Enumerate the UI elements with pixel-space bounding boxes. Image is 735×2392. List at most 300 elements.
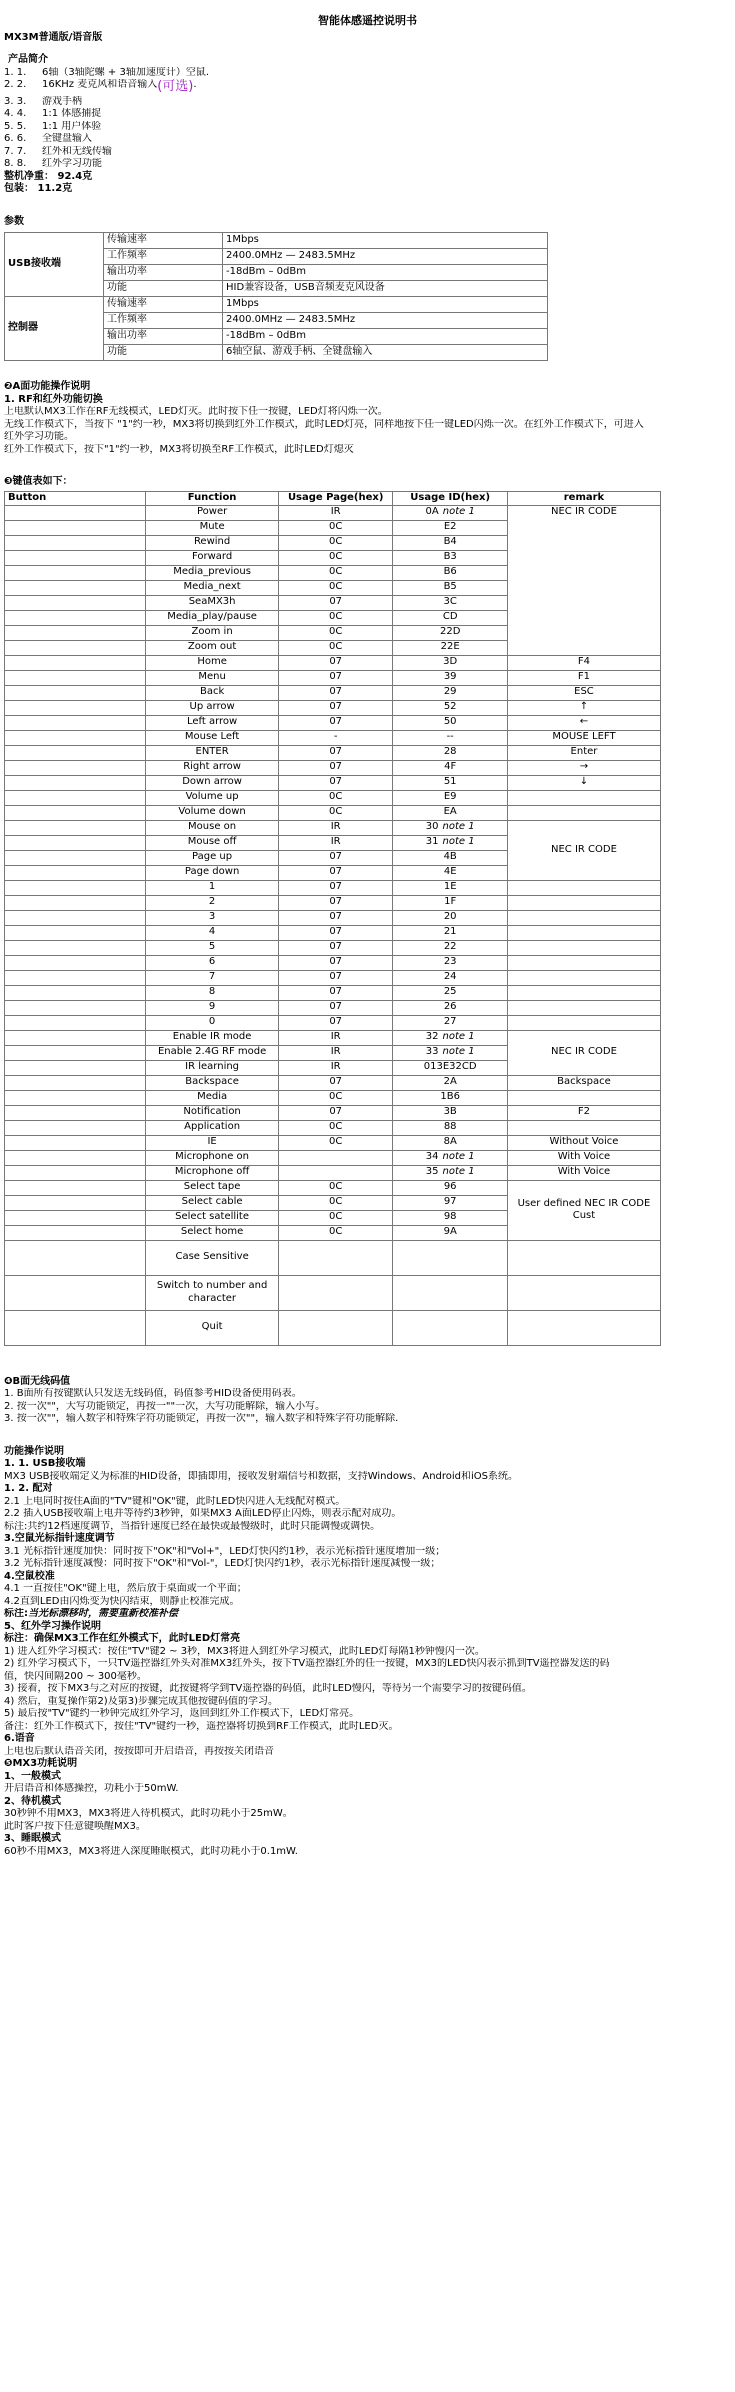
- function-cell: Mouse on: [146, 820, 279, 835]
- table-row: [5, 670, 661, 685]
- remark-cell: →: [507, 760, 660, 775]
- pair-note: 标注:共约12档速度调节，当指针速度已经在最快或最慢级时，此时只能调慢或调快。: [4, 1520, 381, 1532]
- section-a-line: 无线工作模式下，当按下 "1"约一秒，MX3将切换到红外工作模式，此时LED灯亮，同样地按下任一键LED闪烁一次。在红外工作模式下，可进入: [4, 418, 644, 430]
- section-a: [4, 381, 731, 456]
- usage-id-value: 50: [443, 716, 457, 728]
- intro-item: [4, 133, 731, 146]
- remark-cell: NEC IR CODE: [507, 820, 660, 880]
- intro-item: [4, 67, 731, 80]
- usage-id-value: 26: [443, 1001, 457, 1013]
- usage-id-value: 98: [443, 1211, 457, 1223]
- usage-id-value: 51: [443, 776, 457, 788]
- button-cell: [5, 1015, 146, 1030]
- function-cell: Down arrow: [146, 775, 279, 790]
- usage-page-cell: 07: [278, 700, 393, 715]
- usage-id-cell: [393, 1310, 508, 1345]
- table-row: [5, 1120, 661, 1135]
- function-cell: Select satellite: [146, 1210, 279, 1225]
- button-cell: [5, 880, 146, 895]
- function-cell: Select tape: [146, 1180, 279, 1195]
- button-cell: [5, 1090, 146, 1105]
- usage-id-value: B5: [443, 581, 457, 593]
- function-cell: Up arrow: [146, 700, 279, 715]
- usage-id-value: 013E32CD: [423, 1061, 477, 1073]
- function-cell: Page down: [146, 865, 279, 880]
- section-a-heading: ❷A面功能操作说明: [4, 381, 91, 392]
- usage-id-value: E2: [443, 521, 457, 533]
- intro-item-text: 6轴（3轴陀螺 + 3轴加速度计）空鼠.: [42, 66, 210, 78]
- table-row: [5, 910, 661, 925]
- function-cell: Microphone on: [146, 1150, 279, 1165]
- usage-page-cell: 07: [278, 1075, 393, 1090]
- function-cell: Enable IR mode: [146, 1030, 279, 1045]
- function-cell: Mute: [146, 520, 279, 535]
- function-cell: Mouse off: [146, 835, 279, 850]
- remark-cell: [507, 895, 660, 910]
- function-cell: 0: [146, 1015, 279, 1030]
- button-cell: [5, 820, 146, 835]
- usage-id-cell: [393, 805, 508, 820]
- note-label: note 1: [442, 1166, 475, 1178]
- calibration-line: 4.1 一直按住"OK"键上电，然后放于桌面或一个平面；: [4, 1583, 247, 1594]
- usage-page-cell: [278, 1310, 393, 1345]
- function-cell: Enable 2.4G RF mode: [146, 1045, 279, 1060]
- usage-page-cell: [278, 1165, 393, 1180]
- function-cell: Case Sensitive: [146, 1240, 279, 1275]
- usage-page-cell: 0C: [278, 1225, 393, 1240]
- usage-page-cell: 0C: [278, 610, 393, 625]
- table-row: [5, 805, 661, 820]
- button-cell: [5, 1075, 146, 1090]
- param-value: HID兼容设备，USB音频麦克风设备: [223, 281, 548, 297]
- usage-id-cell: [393, 700, 508, 715]
- calibration-note: [4, 1608, 731, 1621]
- function-cell: 2: [146, 895, 279, 910]
- usage-page-cell: 0C: [278, 1090, 393, 1105]
- function-cell: Microphone off: [146, 1165, 279, 1180]
- section-b-line: 3. 按一次""，输入数字和特殊字符功能锁定，再按一次""，输入数字和特殊字符功能解除.: [4, 1413, 399, 1424]
- usage-id-value: 22E: [440, 641, 460, 653]
- table-row: [5, 1135, 661, 1150]
- usage-id-value: 34: [425, 1151, 439, 1163]
- remark-cell: With Voice: [507, 1165, 660, 1180]
- button-cell: [5, 580, 146, 595]
- usage-id-cell: [393, 745, 508, 760]
- usage-id-cell: [393, 1030, 508, 1045]
- calibration-note-text: 当光标漂移时，需要重新校准补偿: [28, 1608, 178, 1619]
- usage-id-cell: [393, 640, 508, 655]
- usage-id-value: 21: [443, 926, 457, 938]
- function-cell: Select home: [146, 1225, 279, 1240]
- usage-id-cell: [393, 1195, 508, 1210]
- net-weight: 整机净重： 92.4克: [4, 170, 93, 182]
- table-row: [5, 790, 661, 805]
- button-cell: [5, 745, 146, 760]
- table-row: [5, 880, 661, 895]
- table-row: [5, 1105, 661, 1120]
- function-cell: Page up: [146, 850, 279, 865]
- ir-heading: 5、红外学习操作说明: [4, 1620, 101, 1632]
- function-cell: Menu: [146, 670, 279, 685]
- intro-list: [4, 67, 731, 171]
- button-cell: [5, 520, 146, 535]
- function-cell: Quit: [146, 1310, 279, 1345]
- usage-page-cell: 0C: [278, 790, 393, 805]
- usage-page-cell: 0C: [278, 580, 393, 595]
- param-key: 传输速率: [104, 233, 223, 249]
- table-row: [5, 955, 661, 970]
- button-cell: [5, 625, 146, 640]
- usage-id-value: 88: [443, 1121, 457, 1133]
- usage-id-cell: [393, 1210, 508, 1225]
- usage-id-cell: [393, 610, 508, 625]
- usage-id-cell: [393, 760, 508, 775]
- button-cell: [5, 970, 146, 985]
- button-cell: [5, 700, 146, 715]
- button-cell: [5, 1165, 146, 1180]
- usage-page-cell: 07: [278, 760, 393, 775]
- function-cell: SeaMX3h: [146, 595, 279, 610]
- table-row: [5, 1090, 661, 1105]
- col-remark: remark: [507, 491, 660, 505]
- note-label: note 1: [442, 836, 475, 848]
- note-label: note 1: [442, 1031, 475, 1043]
- usage-page-cell: IR: [278, 505, 393, 520]
- button-cell: [5, 1060, 146, 1075]
- note-label: note 1: [442, 1046, 475, 1058]
- button-cell: [5, 865, 146, 880]
- usage-id-cell: [393, 820, 508, 835]
- usage-id-value: 4B: [443, 851, 457, 863]
- button-cell: [5, 850, 146, 865]
- function-cell: Right arrow: [146, 760, 279, 775]
- usage-id-value: 22D: [439, 626, 461, 638]
- param-value: 1Mbps: [223, 297, 548, 313]
- usage-id-cell: [393, 595, 508, 610]
- table-row: [5, 655, 661, 670]
- mode2-line: 30秒钟不用MX3，MX3将进入待机模式，此时功耗小于25mW。: [4, 1808, 293, 1819]
- intro-item-text: 16KHz 麦克风和语音输入: [42, 79, 158, 91]
- usage-page-cell: 07: [278, 1105, 393, 1120]
- remark-cell: [507, 925, 660, 940]
- usage-id-cell: [393, 850, 508, 865]
- function-cell: Forward: [146, 550, 279, 565]
- intro-item-text: 1:1 体感捕捉: [42, 108, 102, 119]
- intro-item-num: 3. 3.: [4, 95, 27, 107]
- table-row: [5, 1165, 661, 1180]
- usage-page-cell: [278, 1150, 393, 1165]
- param-row: [5, 297, 548, 313]
- usage-id-value: 52: [443, 701, 457, 713]
- usage-page-cell: IR: [278, 835, 393, 850]
- button-cell: [5, 1135, 146, 1150]
- table-row: [5, 925, 661, 940]
- usage-id-value: 9A: [443, 1226, 457, 1238]
- usage-page-cell: 07: [278, 595, 393, 610]
- keys-heading: ❸键值表如下：: [4, 476, 73, 487]
- table-row: [5, 715, 661, 730]
- function-section: [4, 1446, 731, 1759]
- param-key: 功能: [104, 345, 223, 361]
- usage-page-cell: 0C: [278, 1135, 393, 1150]
- usage-page-cell: 07: [278, 970, 393, 985]
- intro-item: [4, 108, 731, 121]
- table-row: [5, 775, 661, 790]
- power-section: [4, 1758, 731, 1858]
- param-value: -18dBm – 0dBm: [223, 265, 548, 281]
- table-row: [5, 505, 661, 520]
- usage-page-cell: 0C: [278, 805, 393, 820]
- remark-cell: [507, 970, 660, 985]
- usage-page-cell: 07: [278, 955, 393, 970]
- function-cell: 9: [146, 1000, 279, 1015]
- section-a-sub: 1. RF和红外功能切换: [4, 393, 103, 405]
- remark-cell: F2: [507, 1105, 660, 1120]
- col-function: Function: [146, 491, 279, 505]
- intro-item-text: 全键盘输入: [42, 133, 92, 144]
- button-cell: [5, 835, 146, 850]
- function-cell: Left arrow: [146, 715, 279, 730]
- usage-id-value: 0A: [425, 506, 439, 518]
- usage-id-value: 29: [443, 686, 457, 698]
- usage-id-value: 31: [425, 836, 439, 848]
- section-b-heading: ❹B面无线码值: [4, 1375, 71, 1387]
- remark-cell: [507, 955, 660, 970]
- param-row: [5, 233, 548, 249]
- speed-heading: 3.空鼠光标指针速度调节: [4, 1533, 115, 1544]
- table-row: [5, 985, 661, 1000]
- remark-cell: NEC IR CODE: [507, 505, 660, 655]
- function-cell: Power: [146, 505, 279, 520]
- usage-page-cell: IR: [278, 1060, 393, 1075]
- remark-cell: [507, 1000, 660, 1015]
- ir-line: 4) 然后，重复操作第2)及第3)步骤完成其他按键码值的学习。: [4, 1695, 278, 1707]
- function-cell: Volume up: [146, 790, 279, 805]
- table-row: [5, 940, 661, 955]
- usage-id-value: 4E: [443, 866, 457, 878]
- usage-id-value: B3: [443, 551, 457, 563]
- usage-page-cell: 07: [278, 895, 393, 910]
- usage-page-cell: 0C: [278, 1210, 393, 1225]
- remark-cell: [507, 1090, 660, 1105]
- usage-page-cell: 07: [278, 715, 393, 730]
- usb-line: MX3 USB接收端定义为标准的HID设备，即插即用，接收发射端信号和数据，支持Windows、Android和iOS系统。: [4, 1470, 519, 1482]
- button-cell: [5, 565, 146, 580]
- usage-id-cell: [393, 1000, 508, 1015]
- usage-page-cell: [278, 1275, 393, 1310]
- usage-page-cell: 0C: [278, 520, 393, 535]
- usage-page-cell: 07: [278, 1000, 393, 1015]
- usage-page-cell: 0C: [278, 625, 393, 640]
- button-cell: [5, 895, 146, 910]
- ir-line: 2) 红外学习模式下，一只TV遥控器红外头对准MX3红外头，按下TV遥控器红外的任一按键，MX3的LED快闪表示抓到TV遥控器发送的码: [4, 1658, 610, 1669]
- button-cell: [5, 505, 146, 520]
- usage-id-value: 39: [443, 671, 457, 683]
- usage-page-cell: 07: [278, 670, 393, 685]
- usage-id-value: 20: [443, 911, 457, 923]
- note-label: note 1: [442, 506, 475, 518]
- usage-id-value: 1E: [443, 881, 457, 893]
- section-b-line: 2. 按一次""，大写功能锁定，再按一""一次，大写功能解除，输入小写。: [4, 1400, 326, 1412]
- usage-id-cell: [393, 1045, 508, 1060]
- usage-id-value: 97: [443, 1196, 457, 1208]
- intro-item-num: 7. 7.: [4, 145, 27, 157]
- remark-cell: [507, 1015, 660, 1030]
- doc-title: 智能体感遥控说明书: [318, 14, 417, 27]
- button-cell: [5, 1275, 146, 1310]
- usage-id-value: B4: [443, 536, 457, 548]
- section-a-line: 上电默认MX3工作在RF无线模式，LED灯灭。此时按下任一按键，LED灯将闪烁一次。: [4, 406, 388, 417]
- button-cell: [5, 685, 146, 700]
- ir-sub: 标注：确保MX3工作在红外模式下，此时LED灯常亮: [4, 1633, 241, 1644]
- button-cell: [5, 955, 146, 970]
- voice-line: 上电也后默认语音关闭，按按即可开启语音，再按按关闭语音: [4, 1745, 274, 1757]
- mode1-heading: 1、一般模式: [4, 1770, 61, 1782]
- usage-page-cell: 0C: [278, 1120, 393, 1135]
- intro-item-text: 红外和无线传输: [42, 145, 112, 157]
- function-cell: 5: [146, 940, 279, 955]
- usage-id-value: 24: [443, 971, 457, 983]
- usage-id-cell: [393, 505, 508, 520]
- usage-page-cell: 07: [278, 910, 393, 925]
- button-cell: [5, 1180, 146, 1195]
- note-label: note 1: [442, 1151, 475, 1163]
- table-row: [5, 700, 661, 715]
- function-cell: Media: [146, 1090, 279, 1105]
- usage-id-cell: [393, 685, 508, 700]
- usage-id-cell: [393, 520, 508, 535]
- button-cell: [5, 715, 146, 730]
- pair-line: 2.2 插入USB接收端上电并等待约3秒钟，如果MX3 A面LED停止闪烁，则表示配对成功。: [4, 1508, 402, 1519]
- intro-item: [4, 146, 731, 159]
- button-cell: [5, 1150, 146, 1165]
- remark-cell: F4: [507, 655, 660, 670]
- intro-item-num: 8. 8.: [4, 158, 27, 169]
- remark-cell: [507, 1120, 660, 1135]
- speed-line: 3.2 光标指针速度减慢：同时按下"OK"和"Vol-"，LED灯快闪约1秒，表示光标指针速度减慢一级；: [4, 1558, 441, 1569]
- usage-page-cell: 07: [278, 775, 393, 790]
- calibration-heading: 4.空鼠校准: [4, 1570, 55, 1582]
- function-cell: 3: [146, 910, 279, 925]
- button-cell: [5, 790, 146, 805]
- remark-cell: Without Voice: [507, 1135, 660, 1150]
- params-table: [4, 232, 548, 361]
- remark-cell: [507, 910, 660, 925]
- usage-page-cell: 0C: [278, 535, 393, 550]
- table-row: [5, 1240, 661, 1275]
- usage-id-value: 1F: [444, 896, 457, 908]
- usage-id-value: E9: [443, 791, 457, 803]
- usage-id-cell: [393, 535, 508, 550]
- usage-id-cell: [393, 655, 508, 670]
- function-cell: Mouse Left: [146, 730, 279, 745]
- function-cell: 8: [146, 985, 279, 1000]
- usage-id-cell: [393, 1075, 508, 1090]
- usage-id-cell: [393, 670, 508, 685]
- remark-cell: ESC: [507, 685, 660, 700]
- usage-id-cell: [393, 925, 508, 940]
- button-cell: [5, 1030, 146, 1045]
- function-cell: 6: [146, 955, 279, 970]
- usage-page-cell: 07: [278, 745, 393, 760]
- button-cell: [5, 1105, 146, 1120]
- table-row: [5, 745, 661, 760]
- col-usage-id: Usage ID(hex): [393, 491, 508, 505]
- usage-id-cell: [393, 1135, 508, 1150]
- remark-cell: ↓: [507, 775, 660, 790]
- usage-id-cell: [393, 940, 508, 955]
- function-cell: IE: [146, 1135, 279, 1150]
- intro-item-num: 5. 5.: [4, 120, 27, 132]
- remark-cell: MOUSE LEFT: [507, 730, 660, 745]
- usage-id-cell: [393, 1180, 508, 1195]
- param-value: 2400.0MHz — 2483.5MHz: [223, 313, 548, 329]
- function-cell: Media_play/pause: [146, 610, 279, 625]
- function-cell: IR learning: [146, 1060, 279, 1075]
- usage-id-value: B6: [443, 566, 457, 578]
- usage-id-value: 22: [443, 941, 457, 953]
- table-row: [5, 685, 661, 700]
- button-cell: [5, 1240, 146, 1275]
- mode2-line: 此时客户按下任意键唤醒MX3。: [4, 1820, 146, 1832]
- function-cell: Select cable: [146, 1195, 279, 1210]
- button-cell: [5, 1045, 146, 1060]
- param-key: 工作频率: [104, 249, 223, 265]
- key-value-table: [4, 491, 661, 1346]
- function-cell: Back: [146, 685, 279, 700]
- pair-heading: 1. 2. 配对: [4, 1483, 53, 1494]
- param-key: 工作频率: [104, 313, 223, 329]
- usage-id-cell: [393, 835, 508, 850]
- table-row: [5, 895, 661, 910]
- usage-page-cell: IR: [278, 1030, 393, 1045]
- params-heading: 参数: [4, 215, 24, 227]
- usage-id-cell: [393, 1090, 508, 1105]
- param-value: 6轴空鼠、游戏手柄、全键盘输入: [223, 345, 548, 361]
- usage-page-cell: IR: [278, 1045, 393, 1060]
- usage-id-value: 4F: [444, 761, 457, 773]
- usage-id-cell: [393, 985, 508, 1000]
- remark-cell: User defined NEC IR CODE Cust: [507, 1180, 660, 1240]
- param-group: USB接收端: [5, 233, 104, 297]
- usage-id-cell: [393, 565, 508, 580]
- pack-weight: 包装： 11.2克: [4, 183, 73, 194]
- param-value: 1Mbps: [223, 233, 548, 249]
- function-cell: Switch to number and character: [146, 1275, 279, 1310]
- usage-id-cell: [393, 865, 508, 880]
- usage-id-cell: [393, 715, 508, 730]
- remark-cell: NEC IR CODE: [507, 1030, 660, 1075]
- speed-line: 3.1 光标指针速度加快：同时按下"OK"和"Vol+"，LED灯快闪约1秒，表示光标指针速度增加一级；: [4, 1545, 446, 1557]
- usage-id-value: --: [446, 731, 454, 743]
- function-cell: Application: [146, 1120, 279, 1135]
- col-usage-page: Usage Page(hex): [278, 491, 393, 505]
- function-cell: 1: [146, 880, 279, 895]
- usage-id-cell: [393, 775, 508, 790]
- pair-line: 2.1 上电同时按住A面的"TV"键和"OK"键，此时LED快闪进入无线配对模式。: [4, 1495, 346, 1507]
- optional-tag: (可选): [157, 79, 194, 95]
- param-value: -18dBm – 0dBm: [223, 329, 548, 345]
- usage-id-cell: [393, 880, 508, 895]
- usage-id-cell: [393, 1105, 508, 1120]
- usage-page-cell: IR: [278, 820, 393, 835]
- table-row: [5, 1275, 661, 1310]
- usage-id-cell: [393, 955, 508, 970]
- button-cell: [5, 985, 146, 1000]
- button-cell: [5, 1225, 146, 1240]
- usage-id-cell: [393, 1240, 508, 1275]
- usage-id-value: 8A: [443, 1136, 457, 1148]
